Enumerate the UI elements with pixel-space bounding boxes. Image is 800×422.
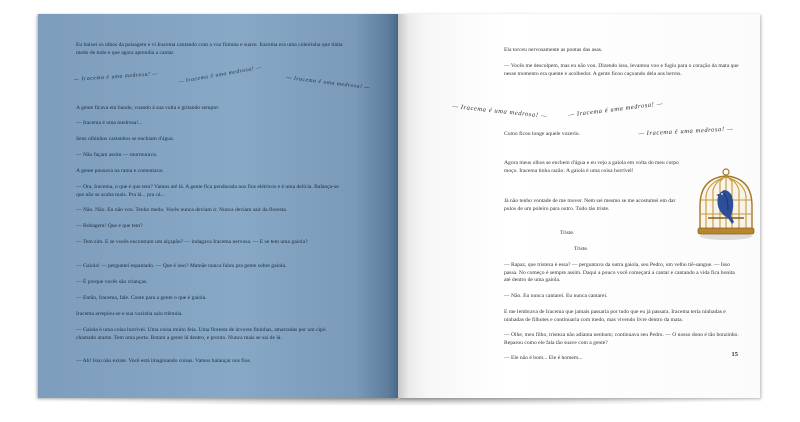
left-wavy-chant-1: — Iracema é uma medrosa! — [73, 71, 159, 83]
left-page [38, 14, 398, 398]
left-paragraph-10: — Tem sim. E se vocês encontram um alçapão? — indagava Iracema nervosa. — E se tem uma gaiola? [76, 239, 308, 245]
right-paragraph-9: — Olhe, meu filho, tristeza não adianta nenhum; continuava seu Pedro. — O nosso dono é tão bonzinho. Reparou como ele fala tão suave com a gente? [504, 332, 739, 346]
right-paragraph-5: Já não tenho vontade de me mover. Nem sei mesmo se me acostumei em dar pulos de um poleiro para outro. Tudo tão triste. [504, 198, 676, 212]
right-page [398, 14, 760, 398]
left-paragraph-8: — Não. Não. Eu não vou. Tenho medo. Vocês nunca deviam ir. Nunca deviam sair da floresta. [76, 207, 288, 213]
left-paragraph-7: — Ora, Iracema, o que é que tem? Vamos até lá. A gente fica pendurada nos fios elétricos e é uma delícia. Balança-se que não se acaba mais. Pra lá... pra cá... [76, 184, 339, 198]
right-wavy-chant-1: — Iracema é uma medrosa! — [451, 103, 548, 120]
left-paragraph-6: A gente pousava na rama e comentava: [76, 168, 164, 174]
left-paragraph-16: — Ah! Isso não existe. Você está imaginando coisas. Vamos balançar nos fios. [76, 358, 252, 364]
right-paragraph-1: Ela torceu nervosamente as pontas das asas. [504, 47, 603, 53]
left-paragraph-3: — Iracema é uma medrosa!... [76, 120, 143, 126]
left-paragraph-14: Iracema arrepiou-se e sua vozinha saiu trêmula. [76, 311, 183, 317]
left-paragraph-2: A gente ficava em bando, voando à sua volta e gritando sempre: [76, 105, 220, 111]
right-wavy-chant-2: — Iracema é uma medrosa! — [567, 100, 664, 119]
left-paragraph-9: — Bobagem! Que é que tem? [76, 223, 143, 229]
right-paragraph-8: E me lembrava de Iracema que jamais passaria por tudo que eu já passara. Iracema teria ninhadas e ninhadas de filhotes e continuaria com medo, mas vivendo livre dentro da mata. [504, 309, 726, 323]
right-triste-1: Triste. [560, 230, 575, 236]
right-triste-2: Triste. [574, 246, 589, 252]
right-paragraph-4: Agora meus olhos se enchem d'água e eu vejo a gaiola em volta do meu corpo moço. Iracema tinha razão: A gaiola é uma coisa horrível! [504, 160, 679, 174]
left-paragraph-4: Seus olhinhos castanhos se enchiam d'água. [76, 136, 174, 142]
right-paragraph-7: — Não. Eu nunca cantarei. Eu nunca cantarei. [504, 293, 608, 299]
left-paragraph-13: — Então, Iracema, fale. Conte para a gente o que é gaiola. [76, 295, 207, 301]
right-paragraph-2: — Vocês me desculpem, mas eu não vou. Dizendo isso, levantou voo e fugiu para o coração da mata que nesse momento era quente e acolhedor. A gente ficou caçoando dela aos berros. [504, 63, 739, 77]
right-paragraph-10: — Ele não é bom... Ele é homem... [504, 355, 583, 361]
left-paragraph-11: — Gaiola! — perguntei espantado. — Que é isso? Mamãe nunca falou pra gente sobre gaiola. [76, 263, 287, 269]
left-paragraph-15: — Gaiola é uma coisa horrível. Uma coisa muito feia. Uma floresta de árvores fininhas, amarradas por um cipó chamado arame. Tem uma porta. Botam a gente lá dentro, e pronto. Nunca mais se sai de lá. [76, 327, 326, 341]
page-number: 15 [731, 351, 738, 358]
right-paragraph-3: Como ficou longe aquele vozerio. [504, 131, 580, 137]
left-wavy-chant-2: — Iracema é uma medrosa! — [178, 64, 263, 86]
left-paragraph-1: Eu baixei os olhos da paisagem e vi Iracema cantando com a voz fininha e suave. Iracema era uma coleirinha que tinha medo de tudo e que agora aprendia a cantar. [76, 42, 343, 56]
birdcage-icon [688, 166, 760, 242]
left-wavy-chant-3: — Iracema é uma medrosa! — [285, 74, 371, 92]
right-wavy-chant-3: — Iracema é uma medrosa! — [637, 125, 734, 138]
left-paragraph-12: — É porque vocês são crianças. [76, 279, 148, 285]
open-book [38, 14, 760, 398]
left-paragraph-5: — Não façam assim — murmurava. [76, 152, 158, 158]
right-paragraph-6: — Rapaz, que tristeza é essa? — perguntava da outra gaiola, seu Pedro, um velho tiê-sangue. — Isso passa. No começo é sempre assim. Daqui a pouco você começará a cantar e cantando a vida fica bonita até dentro de uma gaiola. [504, 262, 735, 284]
